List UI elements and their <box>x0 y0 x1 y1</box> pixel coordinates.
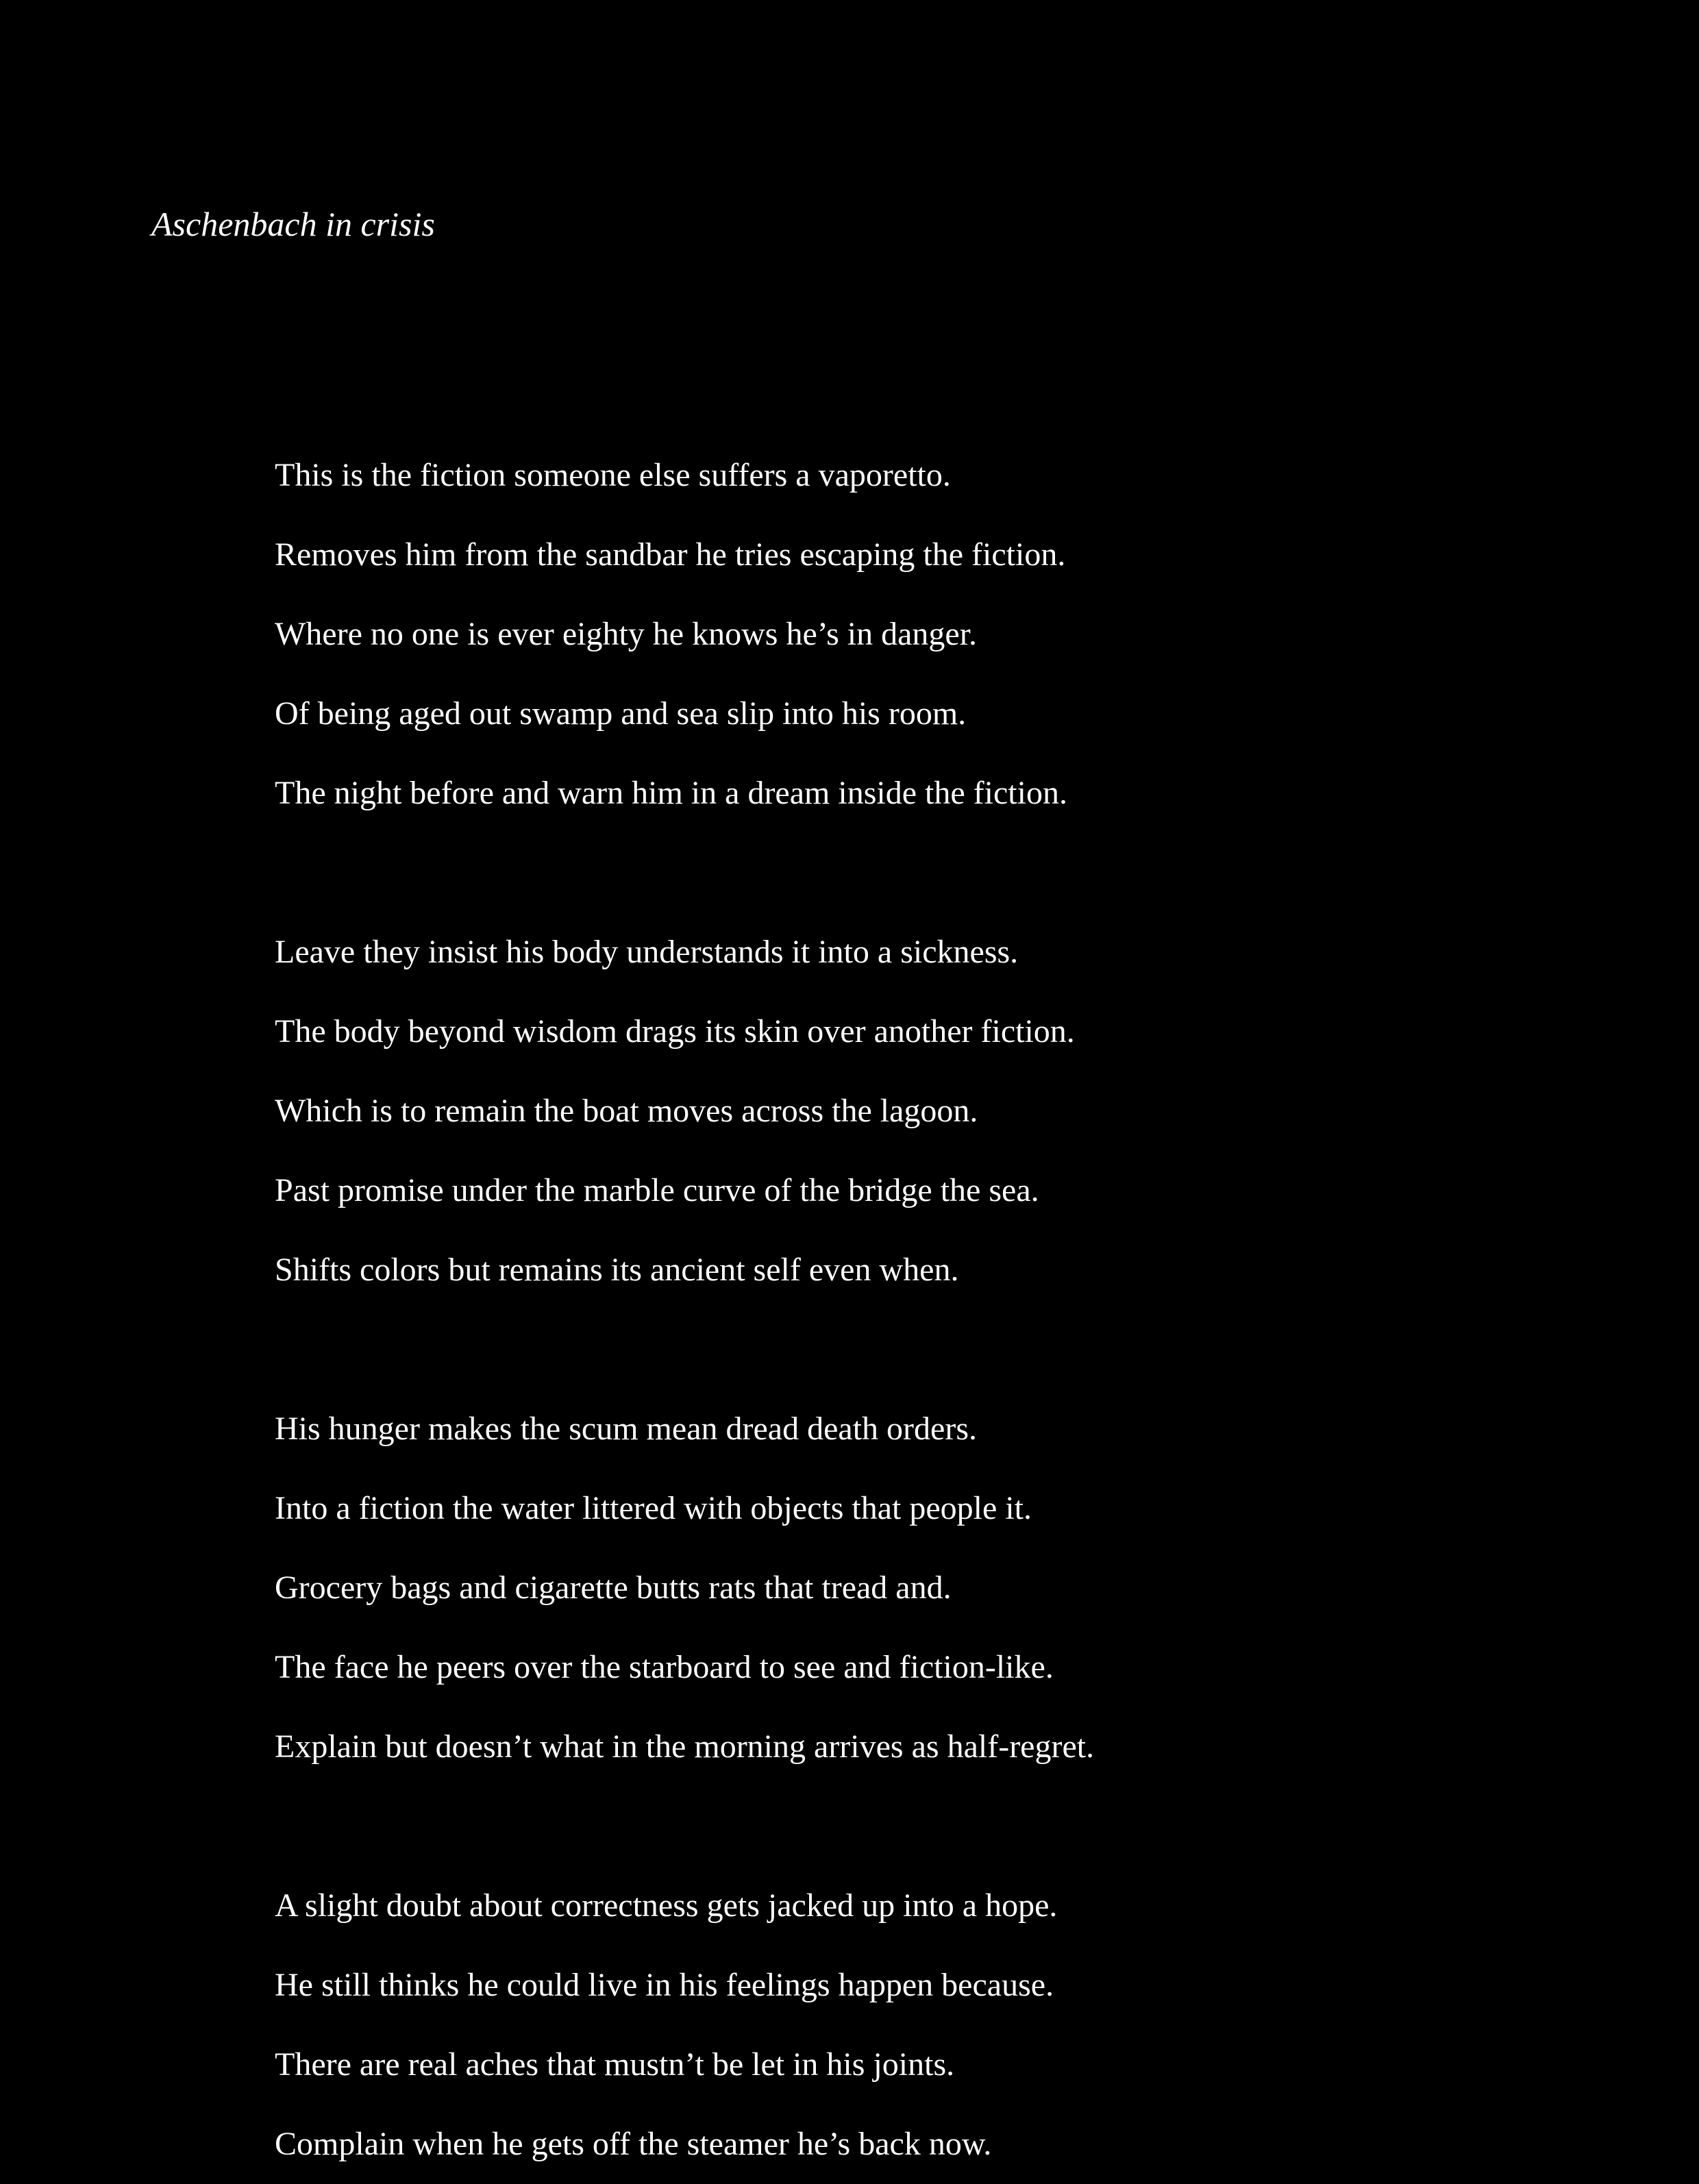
poem-line: Of being aged out swamp and sea slip into his room. <box>275 695 967 732</box>
poem-line: Past promise under the marble curve of the bridge the sea. <box>275 1172 1039 1208</box>
poem-line: Into a fiction the water littered with objects that people it. <box>275 1490 1032 1526</box>
poem-line: His hunger makes the scum mean dread death orders. <box>275 1411 977 1447</box>
stanza-3 <box>275 1389 1576 1787</box>
poem-line: Complain when he gets off the steamer he’s back now. <box>275 2126 992 2162</box>
poem-body <box>275 436 1576 2184</box>
poem-line: Where no one is ever eighty he knows he’s in danger. <box>275 616 978 652</box>
poem-line: A slight doubt about correctness gets jacked up into a hope. <box>275 1887 1058 1924</box>
stanza-4 <box>275 1866 1576 2184</box>
poem-line: The night before and warn him in a dream inside the fiction. <box>275 775 1067 811</box>
poem-line: He still thinks he could live in his feelings happen because. <box>275 1967 1054 2003</box>
poem-line: There are real aches that mustn’t be let in his joints. <box>275 2046 955 2083</box>
stanza-2 <box>275 913 1576 1310</box>
stanza-1 <box>275 436 1576 833</box>
poem-line: This is the fiction someone else suffers a vaporetto. <box>275 457 951 493</box>
poem-line: The body beyond wisdom drags its skin over another fiction. <box>275 1013 1075 1050</box>
poem-line: Which is to remain the boat moves across the lagoon. <box>275 1093 978 1129</box>
poem-line: Shifts colors but remains its ancient self even when. <box>275 1252 959 1288</box>
poem-line: Explain but doesn’t what in the morning arrives as half-regret. <box>275 1728 1095 1765</box>
poem-title: Aschenbach in crisis <box>151 205 435 243</box>
poem-line: Leave they insist his body understands it into a sickness. <box>275 934 1019 970</box>
poem-line: Removes him from the sandbar he tries escaping the fiction. <box>275 536 1066 573</box>
poem-line: The face he peers over the starboard to see and fiction-like. <box>275 1649 1054 1685</box>
poem-line: Grocery bags and cigarette butts rats that tread and. <box>275 1569 952 1606</box>
